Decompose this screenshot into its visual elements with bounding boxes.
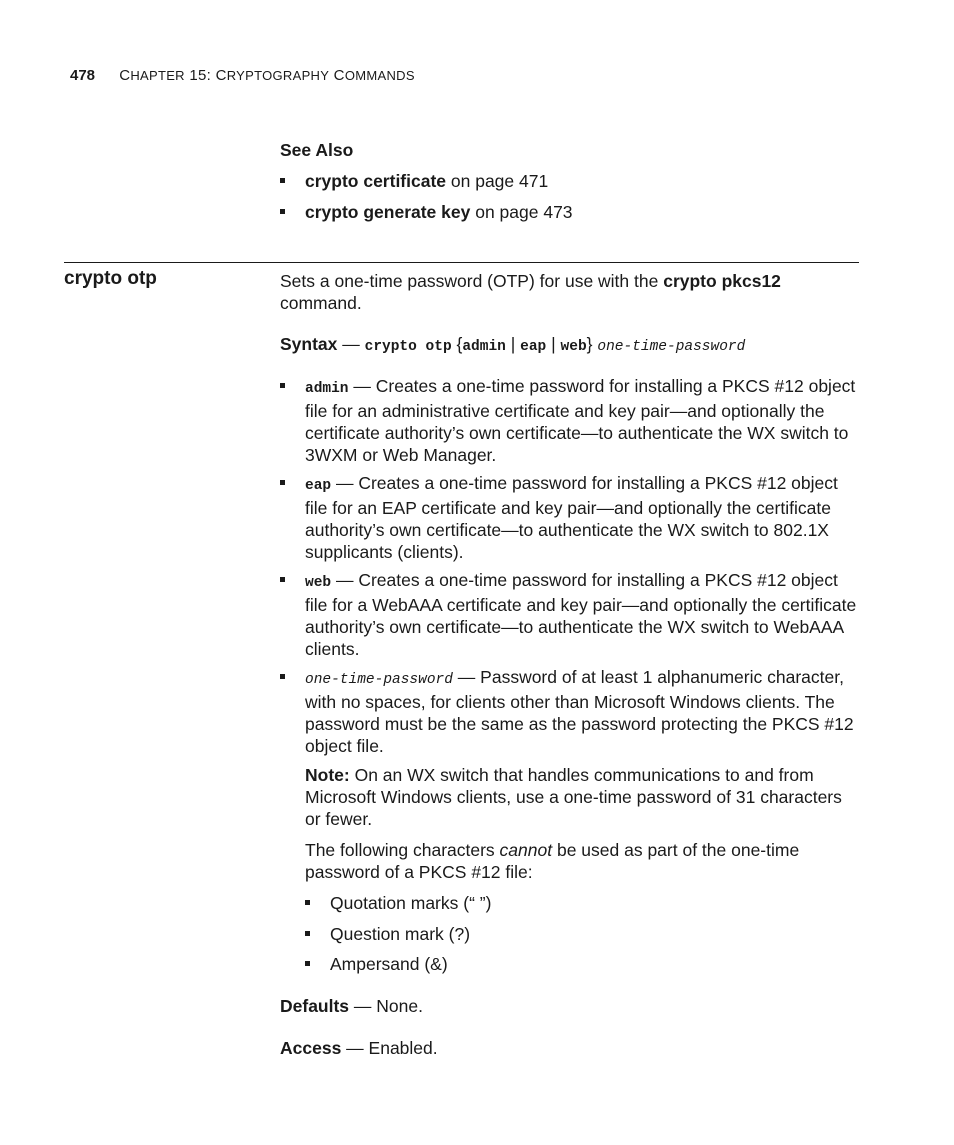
see-also-item[interactable]: crypto generate key on page 473 — [280, 201, 858, 223]
section-title: crypto otp — [64, 268, 157, 289]
bullet-icon — [280, 383, 285, 388]
bullet-icon — [280, 674, 285, 679]
page-number: 478 — [70, 67, 96, 84]
bullet-icon — [280, 209, 285, 214]
param-item: one-time-password — Password of at least 1 alphanumeric character, with no spaces, for clients other than Microsoft Windows clients. The password must be the same as the password protecting the PKCS #12 object file. — [280, 666, 858, 757]
param-item: web — Creates a one-time password for installing a PKCS #12 object file for a WebAAA certificate and key pair—and optionally the certificate authority’s own certificate—to authenticate the WX switch to WebAAA clients. — [280, 569, 858, 660]
bullet-icon — [305, 961, 310, 966]
chars-intro: The following characters cannot be used as part of the one-time password of a PKCS #12 file: — [305, 840, 800, 882]
see-also-item[interactable]: crypto certificate on page 471 — [280, 170, 858, 192]
section-intro: Sets a one-time password (OTP) for use with the crypto pkcs12 command. — [280, 271, 781, 313]
list-item: Ampersand (&) — [305, 953, 858, 975]
bullet-icon — [280, 480, 285, 485]
bullet-icon — [305, 931, 310, 936]
param-item: admin — Creates a one-time password for installing a PKCS #12 object file for an administrative certificate and key pair—and optionally the certificate authority’s own certificate—to authenticate the WX switch to 3WXM or Web Manager. — [280, 375, 858, 466]
see-also-heading: See Also — [280, 140, 354, 160]
syntax-line: Syntax — crypto otp {admin | eap | web} one-time-password — [280, 334, 746, 355]
param-item: eap — Creates a one-time password for installing a PKCS #12 object file for an EAP certificate and key pair—and optionally the certificate authority’s own certificate—to authenticate the WX switch to 802.1X supplicants (clients). — [280, 472, 858, 563]
chapter-title: CHAPTER 15: CRYPTOGRAPHY COMMANDS — [119, 67, 415, 84]
bullet-icon — [280, 178, 285, 183]
bullet-icon — [305, 900, 310, 905]
section-divider — [64, 262, 859, 263]
bullet-icon — [280, 577, 285, 582]
list-item: Quotation marks (“ ”) — [305, 892, 858, 914]
access-line: Access — Enabled. — [280, 1038, 438, 1058]
list-item: Question mark (?) — [305, 923, 858, 945]
defaults-line: Defaults — None. — [280, 996, 423, 1016]
note: Note: On an WX switch that handles communications to and from Microsoft Windows clients, use a one-time password of 31 characters or fewer. — [305, 765, 842, 829]
running-header — [70, 67, 415, 84]
